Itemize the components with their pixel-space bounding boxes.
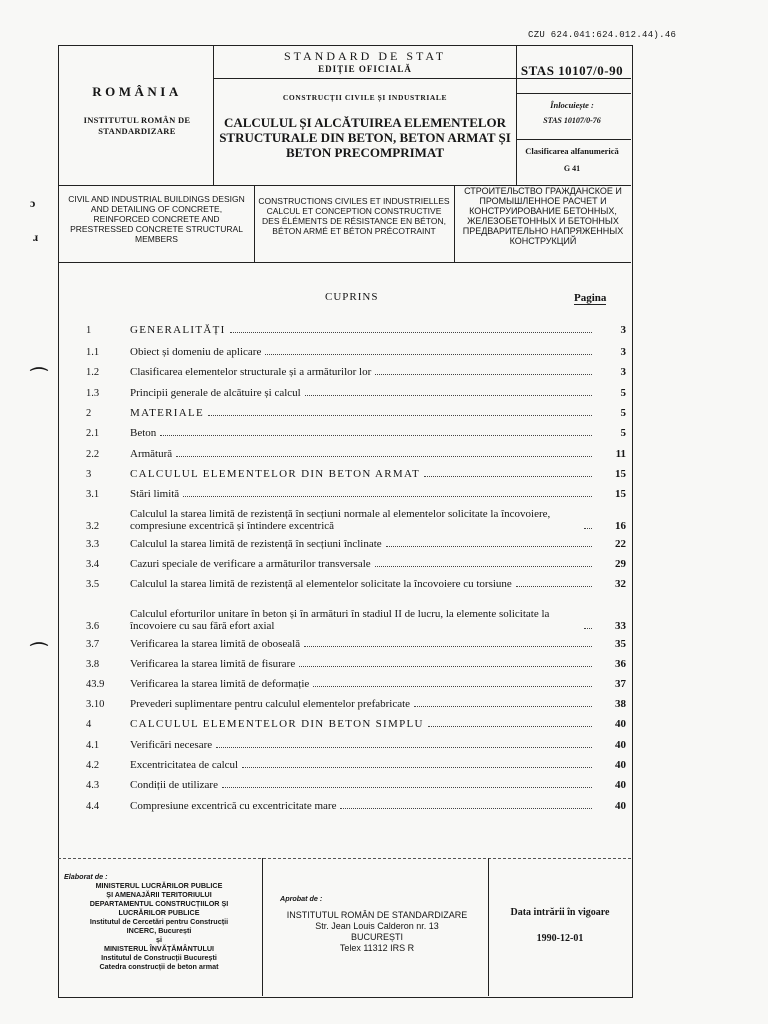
title-english: CIVIL AND INDUSTRIAL BUILDINGS DESIGN AND DETAILING OF CONCRETE, REINFORCED CONCRETE AND PRESTRESSED CONCRETE STRUCTURAL MEMBERS [68,194,245,244]
toc-entry [86,448,626,460]
toc-entry-label: Beton [130,427,157,439]
elaborated-line: DEPARTAMENTUL CONSTRUCȚIILOR ȘI [89,899,229,908]
toc-entry [86,538,626,550]
toc-entry-number: 4.2 [86,760,100,771]
toc-entry-label: Compresiune excentrică cu excentricitate mare [130,800,337,812]
toc-entry-number: 4.4 [86,801,100,812]
toc-entry-page: 5 [620,387,626,399]
toc-entry-label-wrap [130,638,596,650]
toc-entry [86,324,626,336]
toc-entry-page: 33 [615,620,626,632]
toc-entry-page: 29 [615,558,626,570]
toc-entry [86,508,626,532]
toc-entry-page: 15 [615,468,626,480]
approved-line: Telex 11312 IRS R [339,943,415,953]
toc-leader-dots [313,686,592,687]
toc-entry-number: 4 [86,719,92,730]
footer-divider-2 [488,858,489,996]
toc-entry-number: 1.2 [86,367,100,378]
toc-leader-dots [216,747,592,748]
approved-by [266,910,488,954]
toc-entry-number: 3.1 [86,489,100,500]
toc-leader-dots [424,476,592,477]
toc-entry-label: Principii generale de alcătuire și calcul [130,387,301,399]
toc-leader-dots [340,808,592,809]
toc-entry [86,718,626,730]
toc-entry-page: 36 [615,658,626,670]
toc-leader-dots [584,628,592,629]
classification-label: Clasificarea alfanumerică [525,146,619,156]
toc-leader-dots [208,415,592,416]
toc-entry-label-wrap [130,538,596,550]
toc-entry-label-wrap [130,608,596,632]
toc-entry-label: Calculul eforturilor unitare în beton și în armături în stadiul II de lucru, la elemente solicitate la încovoiere cu sau fără efort axial [130,608,550,632]
toc-entry [86,638,626,650]
toc-entry-label: Verificarea la starea limită de deformație [130,678,310,690]
toc-entry-page: 37 [615,678,626,690]
approved-line: INSTITUTUL ROMÂN DE STANDARDIZARE [286,910,468,920]
toc-entry [86,698,626,710]
elaborated-by [64,872,254,971]
toc-entry [86,779,626,791]
toc-entry [86,488,626,500]
toc-entry-number: 2.1 [86,428,100,439]
toc-entry [86,578,626,590]
toc-entry-number: 2.2 [86,449,100,460]
toc-entry-page: 35 [615,638,626,650]
effective-date: 1990-12-01 [536,933,584,944]
toc-entry [86,468,626,480]
toc-leader-dots [305,395,592,396]
toc-entry-label-wrap [130,578,596,590]
title-russian: СТРОИТЕЛЬСТВО ГРАЖДАНСКОЕ И ПРОМЫШЛЕННОЕ РАСЧЕТ И КОНСТРУИРОВАНИЕ БЕТОННЫХ, ЖЕЛЕЗОБЕТОННЫХ И БЕТОННЫХ ПРЕДВАРИТЕЛЬНО НАПРЯЖЕННЫХ КОНСТРУКЦИЙ [462,186,624,246]
toc-entry-label-wrap [130,698,596,710]
toc-leader-dots [584,528,592,529]
toc-entry-number: 3.2 [86,521,100,532]
toc-leader-dots [222,787,592,788]
toc-entry-label: GENERALITĂȚI [130,324,226,336]
toc-entry-number: 3.5 [86,579,100,590]
toc-entry-label-wrap [130,448,596,460]
elaborated-line: Institutul de Cercetări pentru Construcții [89,917,229,926]
toc-entry-label-wrap [130,427,596,439]
toc-leader-dots [230,332,592,333]
toc-entry-label-wrap [130,759,596,771]
toc-entry [86,558,626,570]
cdu-code: CZU 624.041:624.012.44).46 [528,30,677,40]
toc-entry-number: 3 [86,469,92,480]
toc-leader-dots [375,566,592,567]
toc-entry-label: CALCULUL ELEMENTELOR DIN BETON SIMPLU [130,718,424,730]
scan-mark: ɹ [33,230,39,244]
toc-entry [86,387,626,399]
scan-mark: ⌒ [30,642,48,662]
toc-entry [86,427,626,439]
footer-divider-1 [262,858,263,996]
elaborated-line: Catedra construcții de beton armat [99,962,219,971]
toc-leader-dots [176,456,592,457]
toc-entry-number: 4.1 [86,740,100,751]
toc-entry-page: 40 [615,779,626,791]
toc-entry [86,739,626,751]
toc-leader-dots [304,646,592,647]
toc-entry-label-wrap [130,558,596,570]
toc-entry-page: 32 [615,578,626,590]
toc-entry-label: Obiect și domeniu de aplicare [130,346,262,358]
toc-entry-label: Calculul la starea limită de rezistență în secțiuni normale al elementelor solicitate la încovoiere, compresiune excentrică și întindere excentrică [130,508,551,532]
toc-entry-label: CALCULUL ELEMENTELOR DIN BETON ARMAT [130,468,421,480]
toc-entry-number: 3.4 [86,559,100,570]
toc-entry [86,366,626,378]
toc-entry [86,800,626,812]
effective-date-label: Data intrării în vigoare [510,907,610,918]
elaborated-line: INCERC, București [126,926,192,935]
scan-mark: ⌒ [30,367,48,387]
toc-leader-dots [265,354,592,355]
toc-entry-label: Excentricitatea de calcul [130,759,239,771]
toc-entry-label-wrap [130,508,596,532]
elaborated-line: Institutul de Construcții București [101,953,217,962]
toc-leader-dots [183,496,592,497]
toc-entry-number: 1 [86,325,92,336]
toc-entry [86,608,626,632]
toc-entry-label-wrap [130,346,596,358]
toc-entry-page: 3 [620,324,626,336]
toc-entry-label: Condiții de utilizare [130,779,218,791]
toc-title: CUPRINS [325,291,379,303]
toc-entry-label-wrap [130,387,596,399]
toc-entry-page: 16 [615,520,626,532]
approved-line: BUCUREȘTI [350,932,403,942]
toc-entry-label: Verificarea la starea limită de oboseală [130,638,301,650]
footer-separator [58,858,631,859]
document-title: CALCULUL ȘI ALCĂTUIREA ELEMENTELOR STRUCTURALE DIN BETON, BETON ARMAT ȘI BETON PRECOMPRIMAT [219,115,511,160]
category-label: CONSTRUCȚII CIVILE ȘI INDUSTRIALE [282,93,448,102]
elaborated-line: ȘI AMENAJĂRII TERITORIULUI [106,890,212,899]
toc-entry-label-wrap [130,779,596,791]
toc-entry-number: 3.7 [86,639,100,650]
toc-entry-page: 40 [615,739,626,751]
toc-entry-number: 3.6 [86,621,100,632]
toc-entry-number: 3.10 [86,699,105,710]
toc-leader-dots [375,374,592,375]
toc-entry-label: Calculul la starea limită de rezistență în secțiuni înclinate [130,538,382,550]
toc-entry-label: Clasificarea elementelor structurale și a armăturilor lor [130,366,372,378]
toc-entry-label: Armătură [130,448,173,460]
translation-divider-2 [454,185,455,262]
toc-entry-label: Cazuri speciale de verificare a armăturilor transversale [130,558,371,570]
toc-entry-number: 3.8 [86,659,100,670]
toc-entry-page: 40 [615,759,626,771]
classif-box-line [516,139,631,140]
toc-entry-page: 5 [620,407,626,419]
toc-leader-dots [386,546,592,547]
translation-bottom-line [58,262,631,263]
toc-entry-number: 1.3 [86,388,100,399]
toc-entry-number: 43.9 [86,679,105,690]
toc-entry-label-wrap [130,678,596,690]
toc-entry-page: 3 [620,346,626,358]
toc-entry-page: 15 [615,488,626,500]
translation-divider-1 [254,185,255,262]
toc-entry [86,759,626,771]
toc-leader-dots [414,706,592,707]
replaces-label: Înlocuiește : [550,100,594,110]
stas-box-line [516,93,631,94]
elaborated-line: LUCRĂRILOR PUBLICE [118,908,200,917]
stas-number: STAS 10107/0-90 [520,63,624,78]
toc-entry-label: Calculul la starea limită de rezistență al elementelor solicitate la încovoiere cu torsiune [130,578,512,590]
scan-mark: ɔ [30,196,36,210]
toc-entry-number: 4.3 [86,780,100,791]
institute-label: INSTITUTUL ROMÂN DE STANDARDIZARE [83,115,191,136]
toc-entry [86,658,626,670]
replaces-value: STAS 10107/0-76 [543,116,601,125]
elaborated-label: Elaborat de : [64,872,108,881]
toc-entry-label-wrap [130,407,596,419]
toc-entry-label: Prevederi suplimentare pentru calculul elementelor prefabricate [130,698,411,710]
toc-leader-dots [242,767,592,768]
elaborated-line: MINISTERUL LUCRĂRILOR PUBLICE [95,881,223,890]
toc-entry-page: 38 [615,698,626,710]
toc-entry-label-wrap [130,718,596,730]
toc-entry-label: Verificarea la starea limită de fisurare [130,658,296,670]
toc-entry-page: 5 [620,427,626,439]
classification-value: G 41 [563,164,581,173]
toc-entry-label: Stări limită [130,488,180,500]
toc-entry-label-wrap [130,324,596,336]
toc-entry [86,407,626,419]
toc-entry [86,346,626,358]
approved-line: Str. Jean Louis Calderon nr. 13 [315,921,439,931]
toc-entry-label: MATERIALE [130,407,205,419]
toc-leader-dots [160,435,592,436]
title-french: CONSTRUCTIONS CIVILES ET INDUSTRIELLES CALCUL ET CONCEPTION CONSTRUCTIVE DES ÉLÉMENTS DE RÉSISTANCE EN BÉTON, BÉTON ARMÉ ET BÉTON PRÉCOTRAINT [258,196,450,236]
toc-leader-dots [299,666,592,667]
toc-entry-number: 3.3 [86,539,100,550]
toc-entry-label-wrap [130,658,596,670]
toc-entry-label: Verificări necesare [130,739,213,751]
toc-page-header: Pagina [574,292,607,304]
toc-entry [86,678,626,690]
toc-entry-label-wrap [130,739,596,751]
standard-label: STANDARD DE STAT [283,49,447,63]
toc-entry-label-wrap [130,468,596,480]
toc-leader-dots [516,586,592,587]
toc-entry-page: 40 [615,718,626,730]
toc-entry-page: 3 [620,366,626,378]
toc-entry-label-wrap [130,488,596,500]
country-label: ROMÂNIA [92,84,182,99]
toc-entry-number: 2 [86,408,92,419]
toc-entry-page: 22 [615,538,626,550]
toc-entry-page: 40 [615,800,626,812]
elaborated-lines [64,881,254,971]
toc-entry-label-wrap [130,366,596,378]
toc-leader-dots [428,726,592,727]
elaborated-line: și [156,935,162,944]
edition-label: EDIȚIE OFICIALĂ [318,64,412,74]
elaborated-line: MINISTERUL ÎNVĂȚĂMÂNTULUI [103,944,215,953]
toc-entry-page: 11 [615,448,626,460]
toc-entry-number: 1.1 [86,347,100,358]
toc-entry-label-wrap [130,800,596,812]
approved-label: Aprobat de : [280,894,323,903]
